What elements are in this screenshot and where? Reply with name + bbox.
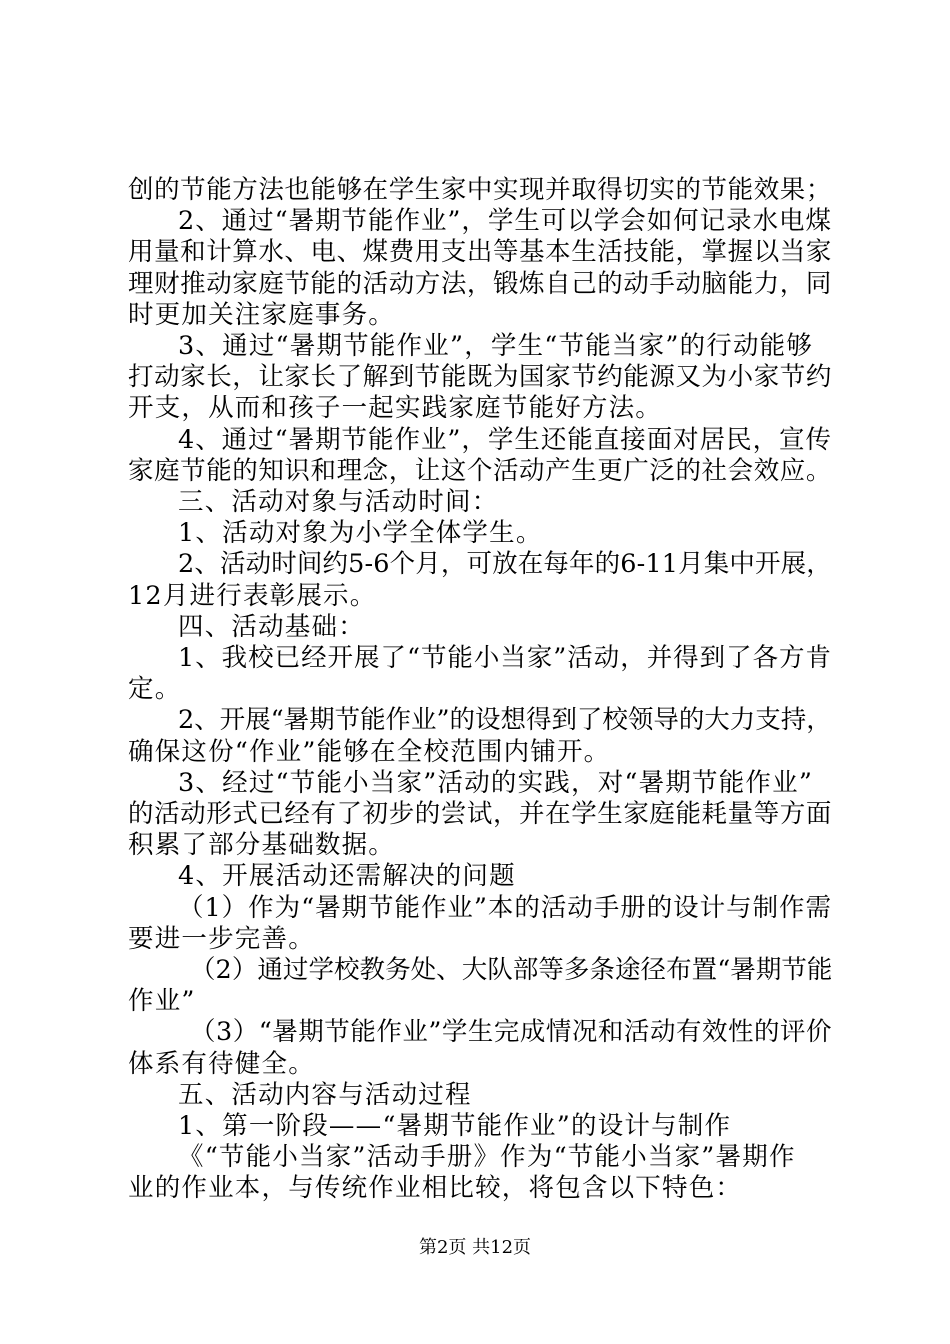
text-line: 确保这份“作业”能够在全校范围内铺开。: [128, 736, 611, 767]
text-line: 打动家长，让家长了解到节能既为国家节约能源又为小家节约: [128, 362, 832, 393]
text-line: 2、开展“暑期节能作业”的设想得到了校领导的大力支持，: [178, 705, 832, 736]
section-heading: 四、活动基础：: [178, 611, 365, 642]
text-line: 的活动形式已经有了初步的尝试，并在学生家庭能耗量等方面: [128, 799, 832, 829]
text-line: 开支，从而和孩子一起实践家庭节能好方法。: [128, 393, 663, 424]
text-line: 《“节能小当家”活动手册》作为“节能小当家”暑期作: [178, 1142, 796, 1173]
text-line: 要进一步完善。: [128, 923, 315, 954]
text-line: 4、通过“暑期节能作业”，学生还能直接面对居民，宣传: [178, 424, 832, 455]
text-line: 3、经过“节能小当家”活动的实践，对“暑期节能作业”: [178, 767, 814, 798]
section-heading: 三、活动对象与活动时间：: [178, 487, 499, 517]
text-line: 12月进行表彰展示。: [128, 580, 377, 611]
text-line: 家庭节能的知识和理念，让这个活动产生更广泛的社会效应。: [128, 455, 832, 486]
text-line: 3、通过“暑期节能作业”，学生“节能当家”的行动能够: [178, 331, 814, 361]
text-line: 理财推动家庭节能的活动方法，锻炼自己的动手动脑能力，同: [128, 268, 832, 299]
text-line: 2、通过“暑期节能作业”，学生可以学会如何记录水电煤: [178, 206, 832, 237]
text-line: 1、我校已经开展了“节能小当家”活动，并得到了各方肯: [178, 643, 832, 673]
text-line: 1、活动对象为小学全体学生。: [178, 518, 543, 549]
text-line: 1、第一阶段——“暑期节能作业”的设计与制作: [178, 1111, 732, 1141]
text-line: 定。: [128, 674, 182, 705]
text-line: 2、活动时间约5-6个月，可放在每年的6-11月集中开展，: [178, 549, 832, 580]
text-line: 作业”: [128, 986, 196, 1017]
text-line: 用量和计算水、电、煤费用支出等基本生活技能，掌握以当家: [128, 237, 832, 268]
text-line: （1）作为“暑期节能作业”本的活动手册的设计与制作需: [178, 892, 832, 923]
text-line: 体系有待健全。: [128, 1048, 315, 1079]
text-line: 4、开展活动还需解决的问题: [178, 861, 516, 892]
text-line: （2）通过学校教务处、大队部等多条途径布置“暑期节能: [190, 955, 833, 985]
text-line: 业的作业本，与传统作业相比较，将包含以下特色：: [128, 1173, 743, 1204]
text-line: 时更加关注家庭事务。: [128, 299, 396, 330]
section-heading: 五、活动内容与活动过程: [178, 1079, 472, 1110]
page-footer: 第2页 共12页: [418, 1237, 532, 1258]
text-line: 积累了部分基础数据。: [128, 830, 396, 861]
text-line: （3）“暑期节能作业”学生完成情况和活动有效性的评价: [190, 1017, 832, 1048]
text-line: 创的节能方法也能够在学生家中实现并取得切实的节能效果；: [128, 175, 832, 205]
